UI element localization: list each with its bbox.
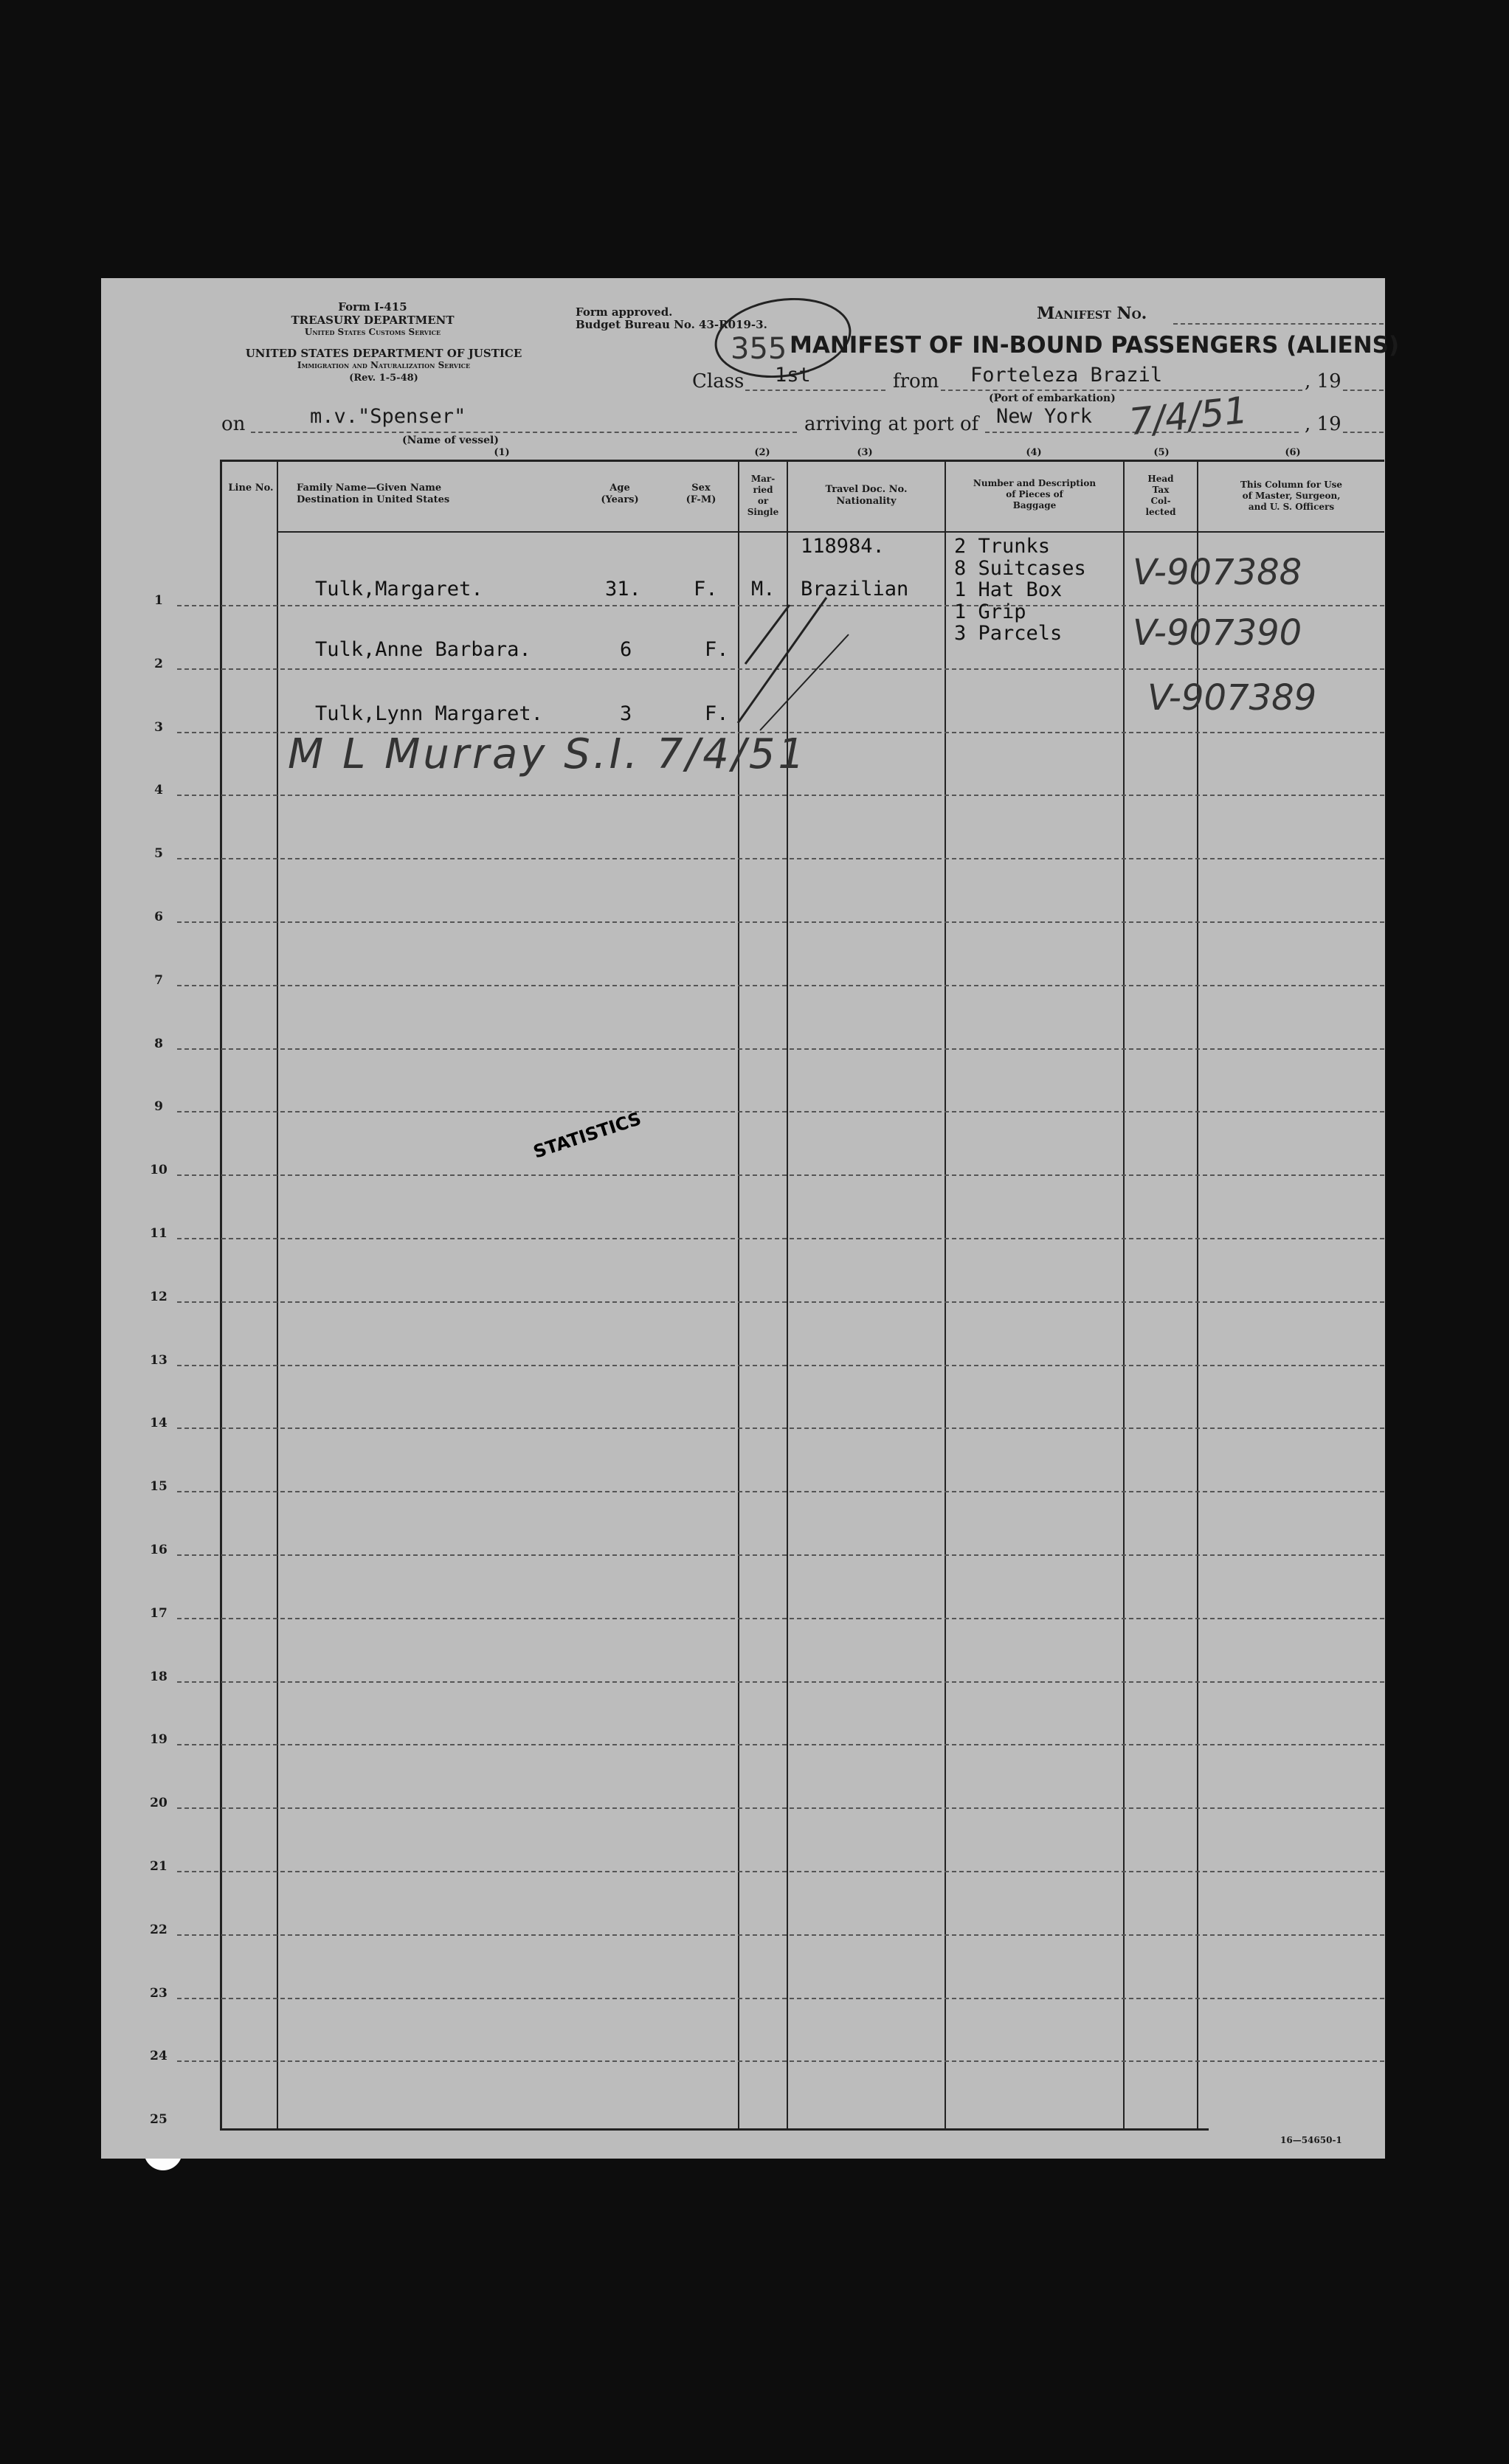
vessel-value: m.v."Spenser" [310, 405, 466, 428]
port-embark-caption: (Port of embarkation) [989, 392, 1116, 404]
header-baggage-3: Baggage [1012, 500, 1057, 511]
header-married-2: ried [753, 485, 773, 495]
table-bottom-rule [220, 2128, 1209, 2131]
manifest-title: MANIFEST OF IN-BOUND PASSENGERS (ALIENS) [790, 332, 1400, 359]
line-number: 11 [150, 1226, 168, 1241]
header-name: Family Name—Given Name [297, 482, 442, 494]
row-divider [177, 1238, 1384, 1239]
row-divider [177, 1871, 1384, 1872]
header-headtax-3: Col- [1150, 496, 1171, 506]
row-divider [177, 2060, 1384, 2062]
passenger-3-officer-note: V-907389 [1147, 677, 1317, 719]
line-number: 15 [150, 1479, 168, 1495]
header-sex: Sex [691, 482, 711, 494]
from-label: from [893, 370, 939, 392]
class-field-line [745, 390, 885, 391]
row-divider [177, 921, 1384, 923]
arrival-date-handwritten: 7/4/51 [1127, 388, 1250, 444]
line-number: 22 [150, 1922, 168, 1937]
header-married-1: Mar- [750, 474, 776, 484]
header-headtax-1: Head [1147, 474, 1174, 484]
line-number: 16 [150, 1543, 168, 1557]
baggage-item: 3 Parcels [954, 622, 1063, 645]
manifest-no-field [1173, 323, 1384, 325]
circled-number: 355 [731, 332, 787, 366]
header-officers-2: of Master, Surgeon, [1242, 491, 1341, 501]
col-num-3: (3) [857, 447, 873, 458]
customs-service: United States Customs Service [304, 327, 441, 337]
header-baggage-2: of Pieces of [1006, 489, 1063, 499]
passenger-1-nationality: Brazilian [801, 578, 909, 601]
passenger-3-age: 3 [620, 702, 632, 725]
row-divider [177, 1491, 1384, 1492]
line-number: 25 [150, 2112, 168, 2128]
row-divider [177, 1934, 1384, 1936]
arrival-port-value: New York [996, 405, 1093, 428]
line-number: 7 [154, 972, 163, 988]
header-officers-1: This Column for Use [1240, 480, 1343, 490]
passenger-1-sex: F. [694, 578, 718, 601]
handwritten-tick-marks [731, 568, 863, 738]
table-left-rule [220, 460, 222, 2129]
col-num-4: (4) [1026, 447, 1042, 458]
baggage-item: 1 Grip [954, 601, 1026, 623]
header-destination: Destination in United States [297, 494, 450, 505]
passenger-2-officer-note: V-907390 [1133, 612, 1302, 654]
row-divider [177, 858, 1384, 859]
on-label: on [221, 413, 246, 435]
row-divider [177, 1998, 1384, 1999]
year-label-2: , 19 [1305, 413, 1341, 435]
col-num-1: (1) [494, 447, 510, 458]
col-divider-baggage [945, 460, 946, 2129]
line-number: 9 [154, 1099, 163, 1115]
line-number: 10 [150, 1163, 168, 1178]
row-divider [177, 1618, 1384, 1619]
revision: (Rev. 1-5-48) [349, 373, 418, 384]
line-number: 14 [150, 1416, 168, 1431]
year-field-line-2 [1343, 432, 1384, 433]
row-divider [177, 1048, 1384, 1050]
header-age-years: (Years) [601, 494, 639, 505]
line-number: 4 [154, 783, 163, 798]
col-divider-headtax [1123, 460, 1125, 2129]
header-line-no: Line No. [228, 482, 274, 494]
manifest-no-label: Manifest No. [1037, 304, 1147, 323]
row-divider [177, 985, 1384, 986]
row-divider [177, 1427, 1384, 1429]
header-married-4: Single [747, 507, 779, 517]
baggage-item: 1 Hat Box [954, 578, 1063, 601]
justice-dept: UNITED STATES DEPARTMENT OF JUSTICE [245, 347, 522, 360]
year-field-line [1343, 390, 1384, 391]
form-number: Form I-415 [338, 300, 407, 314]
year-label: , 19 [1305, 370, 1341, 392]
row-divider [177, 1807, 1384, 1809]
passenger-1-officer-note: V-907388 [1133, 552, 1302, 593]
passenger-1-doc-no: 118984. [801, 535, 885, 558]
row-divider [177, 1554, 1384, 1556]
from-field-line [941, 390, 1302, 391]
header-headtax-4: lected [1145, 507, 1176, 517]
line-number: 6 [154, 910, 163, 924]
passenger-1-name: Tulk,Margaret. [315, 578, 483, 601]
row-divider [177, 795, 1384, 796]
row-divider [177, 1301, 1384, 1303]
statistics-stamp: STATISTICS [531, 1108, 644, 1163]
header-sex-fm: (F-M) [686, 494, 716, 505]
line-number: 8 [154, 1036, 163, 1051]
passenger-1-age: 31. [605, 578, 641, 601]
passenger-2-name: Tulk,Anne Barbara. [315, 638, 531, 661]
passenger-1-married: M. [751, 578, 776, 601]
line-number: 24 [150, 2049, 168, 2064]
ins-service: Immigration and Naturalization Service [297, 360, 471, 370]
line-number: 3 [154, 719, 163, 735]
handwritten-signature: M L Murray S.I. 7/4/51 [288, 730, 807, 778]
passenger-2-sex: F. [705, 638, 729, 661]
line-number: 18 [150, 1669, 168, 1684]
class-label: Class [692, 370, 745, 392]
line-number: 23 [150, 1985, 168, 2001]
class-value: 1st [775, 364, 811, 387]
line-number: 19 [150, 1732, 168, 1748]
col-num-5: (5) [1153, 447, 1170, 458]
budget-bureau: Budget Bureau No. 43-R019-3. [576, 318, 767, 331]
baggage-item: 2 Trunks [954, 535, 1051, 558]
form-approved: Form approved. [576, 305, 673, 319]
line-number: 1 [154, 593, 163, 608]
line-number: 2 [154, 656, 163, 671]
header-bottom-rule [277, 531, 1384, 533]
line-number: 20 [150, 1796, 168, 1811]
col-num-6: (6) [1285, 447, 1301, 458]
row-divider [177, 1681, 1384, 1683]
header-travel-doc: Travel Doc. No. [825, 484, 908, 495]
vessel-caption: (Name of vessel) [402, 435, 499, 446]
row-divider [177, 1174, 1384, 1176]
line-number: 13 [150, 1352, 168, 1368]
line-number: 5 [154, 846, 163, 862]
col-divider-line [277, 460, 278, 2129]
header-baggage-1: Number and Description [973, 478, 1097, 488]
form-code: 16—54650-1 [1280, 2135, 1342, 2145]
header-nationality: Nationality [836, 496, 897, 507]
line-number: 12 [150, 1289, 168, 1304]
passenger-3-name: Tulk,Lynn Margaret. [315, 702, 543, 725]
line-number: 17 [150, 1605, 168, 1621]
row-divider [177, 1111, 1384, 1112]
header-headtax-2: Tax [1152, 485, 1170, 495]
passenger-3-sex: F. [705, 702, 729, 725]
header-officers-3: and U. S. Officers [1248, 502, 1335, 512]
header-age: Age [610, 482, 630, 494]
table-top-rule [220, 460, 1384, 462]
row-divider [177, 1744, 1384, 1745]
row-divider [177, 1365, 1384, 1366]
header-married-3: or [757, 496, 769, 506]
line-number: 21 [150, 1859, 168, 1874]
passenger-2-age: 6 [620, 638, 632, 661]
baggage-item: 8 Suitcases [954, 557, 1086, 580]
arriving-label: arriving at port of [804, 413, 979, 435]
col-num-2: (2) [754, 447, 770, 458]
treasury-dept: TREASURY DEPARTMENT [291, 314, 455, 327]
vessel-field-line [251, 432, 797, 433]
from-value: Forteleza Brazil [970, 364, 1163, 387]
